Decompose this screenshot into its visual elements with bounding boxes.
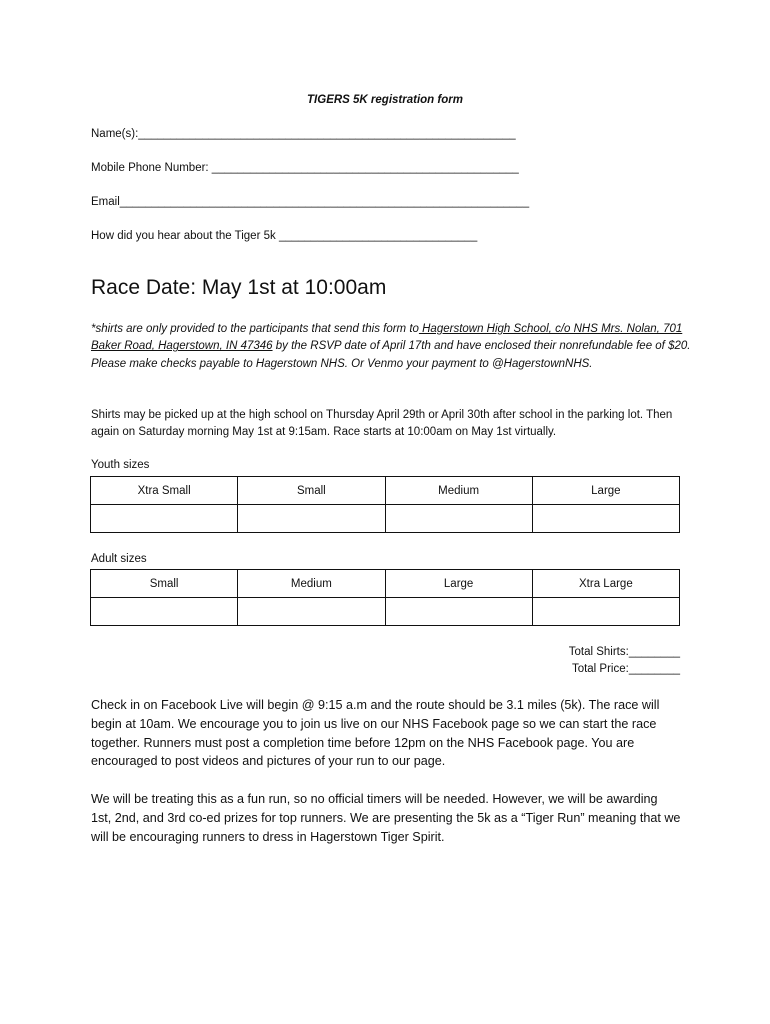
- referral-field[interactable]: How did you hear about the Tiger 5k _______________________________: [91, 230, 478, 242]
- form-title: TIGERS 5K registration form: [307, 94, 463, 106]
- adult-medium-qty[interactable]: [238, 598, 385, 626]
- youth-header-small: Small: [238, 477, 385, 505]
- youth-large-qty[interactable]: [532, 505, 679, 533]
- youth-input-row: [91, 505, 680, 533]
- adult-header-medium: Medium: [238, 570, 385, 598]
- adult-input-row: [91, 598, 680, 626]
- race-date-heading: Race Date: May 1st at 10:00am: [91, 276, 387, 299]
- email-field[interactable]: Email________________________________________________________________: [91, 196, 530, 208]
- youth-sizes-table: [90, 476, 680, 533]
- adult-sizes-table: [90, 569, 680, 626]
- youth-small-qty[interactable]: [238, 505, 385, 533]
- fun-run-paragraph: We will be treating this as a fun run, so no official timers will be needed. However, we will be awarding 1st, 2nd, and 3rd co-ed prizes for top runners. We are presenting the 5k as a “Tiger Run” meaning that we will be encouraging runners to dress in Hagerstown Tiger Spirit.: [91, 792, 681, 844]
- pickup-info: Shirts may be picked up at the high school on Thursday April 29th or April 30th after school in the parking lot. Then again on Saturday morning May 1st at 9:15am. Race starts at 10:00am on May 1st virtually.: [91, 409, 673, 439]
- adult-header-xtra-large: Xtra Large: [532, 570, 679, 598]
- adult-sizes-caption: Adult sizes: [91, 553, 147, 565]
- adult-xtra-large-qty[interactable]: [532, 598, 679, 626]
- mobile-phone-field[interactable]: Mobile Phone Number: ________________________________________________: [91, 162, 519, 174]
- adult-large-qty[interactable]: [385, 598, 532, 626]
- youth-header-xtra-small: Xtra Small: [91, 477, 238, 505]
- adult-header-large: Large: [385, 570, 532, 598]
- adult-header-small: Small: [91, 570, 238, 598]
- total-price-field[interactable]: Total Price:________: [571, 663, 680, 675]
- youth-header-large: Large: [532, 477, 679, 505]
- shirts-note-suffix: by the RSVP date of April 17th and have enclosed their nonrefundable fee of $20. Please make checks payable to Hagerstown NHS. Or Venmo your payment to @HagerstownNHS.: [91, 340, 691, 370]
- adult-header-row: [91, 570, 680, 598]
- youth-xtra-small-qty[interactable]: [91, 505, 238, 533]
- mailing-address: Hagerstown High School, c/o NHS Mrs. Nolan, 701 Baker Road, Hagerstown, IN 47346: [91, 323, 683, 353]
- facebook-live-paragraph: Check in on Facebook Live will begin @ 9:15 a.m and the route should be 3.1 miles (5k). The race will begin at 10am. We encourage you to join us live on our NHS Facebook page so we can start the race together. Runners must post a completion time before 12pm on the NHS Facebook page. You are encouraged to post videos and pictures of your run to our page.: [91, 698, 660, 769]
- youth-medium-qty[interactable]: [385, 505, 532, 533]
- shirts-note-prefix: *shirts are only provided to the participants that send this form to: [91, 323, 419, 335]
- total-shirts-field[interactable]: Total Shirts:________: [568, 646, 680, 658]
- youth-header-row: [91, 477, 680, 505]
- shirts-note: [91, 321, 691, 373]
- adult-small-qty[interactable]: [91, 598, 238, 626]
- youth-sizes-caption: Youth sizes: [91, 459, 150, 471]
- youth-header-medium: Medium: [385, 477, 532, 505]
- names-field[interactable]: Name(s):___________________________________________________________: [91, 128, 516, 140]
